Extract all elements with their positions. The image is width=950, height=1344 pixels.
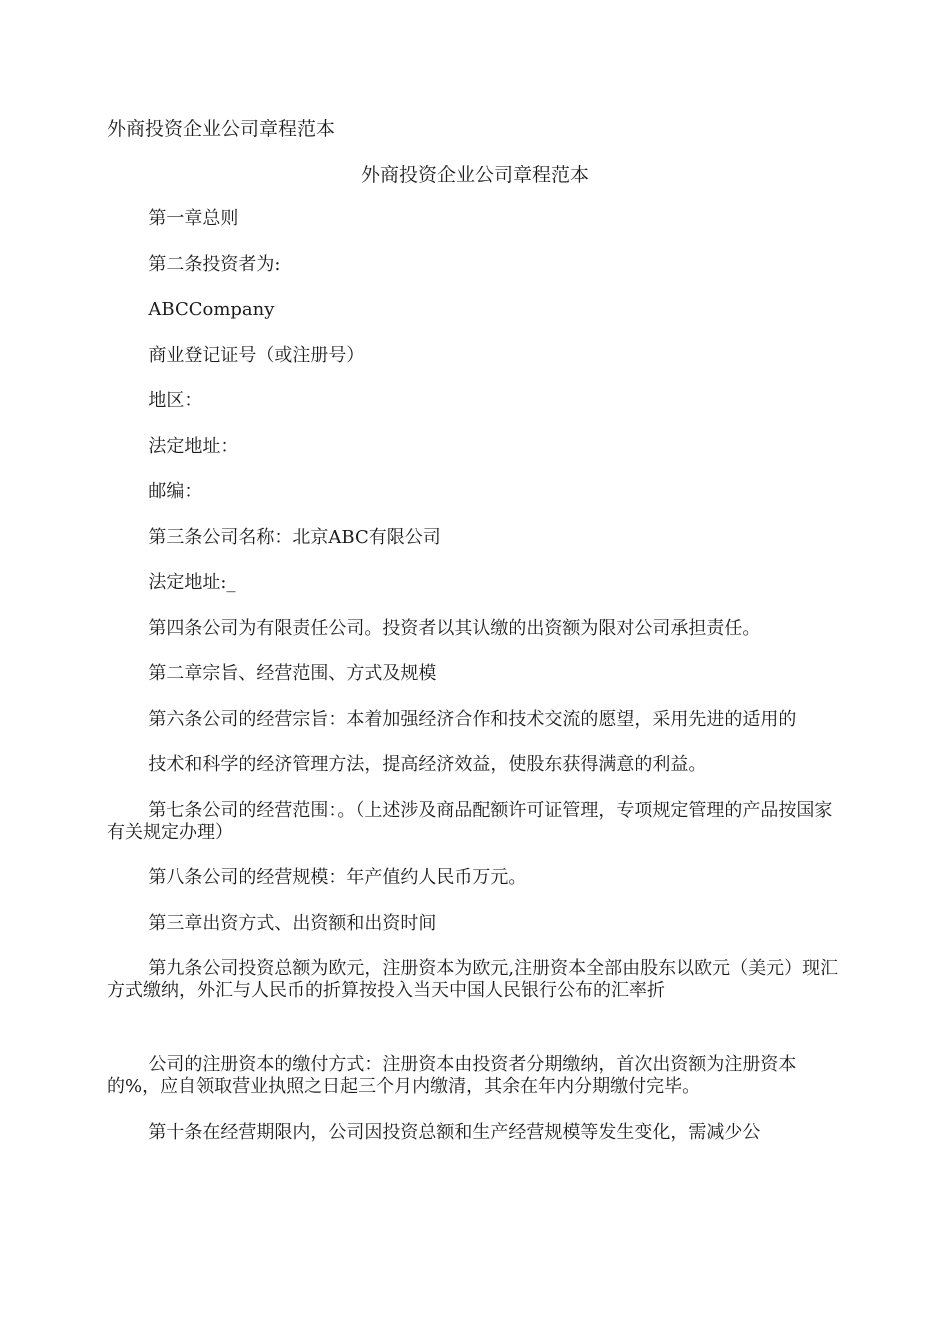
paragraph: 第八条公司的经营规模：年产值约人民币万元。 xyxy=(148,867,527,888)
chapter-heading: 第二章宗旨、经营范围、方式及规模 xyxy=(148,663,437,684)
paragraph: 地区： xyxy=(148,390,203,411)
paragraph: 商业登记证号（或注册号） xyxy=(148,344,365,366)
paragraph: 第六条公司的经营宗旨：本着加强经济合作和技术交流的愿望，采用先进的适用的 xyxy=(148,708,797,730)
document-centered-title: 外商投资企业公司章程范本 xyxy=(360,164,589,186)
paragraph: 第四条公司为有限责任公司。投资者以其认缴的出资额为限对公司承担责任。 xyxy=(148,617,761,639)
paragraph: 第七条公司的经营范围：。（上述涉及商品配额许可证管理，专项规定管理的产品按国家有关规定办理） xyxy=(107,799,833,843)
document-body xyxy=(107,208,841,1167)
paragraph: 技术和科学的经济管理方法，提高经济效益，使股东获得满意的利益。 xyxy=(148,754,707,775)
paragraph: 第九条公司投资总额为欧元，注册资本为欧元,注册资本全部由股东以欧元（美元）现汇方式缴纳，外汇与人民币的折算按投入当天中国人民银行公布的汇率折 xyxy=(107,958,839,1001)
paragraph: 第十条在经营期限内，公司因投资总额和生产经营规模等发生变化，需减少公 xyxy=(148,1121,761,1143)
paragraph: 第三条公司名称：北京ABC有限公司 xyxy=(148,526,441,548)
paragraph: 法定地址： xyxy=(148,435,239,457)
paragraph: 公司的注册资本的缴付方式：注册资本由投资者分期缴纳，首次出资额为注册资本的%，应自领取营业执照之日起三个月内缴清，其余在年内分期缴付完毕。 xyxy=(107,1054,797,1097)
document-header-title: 外商投资企业公司章程范本 xyxy=(107,118,336,140)
chapter-heading: 第一章总则 xyxy=(148,208,239,229)
paragraph: 邮编： xyxy=(148,481,203,502)
paragraph: 法定地址:_ xyxy=(148,572,236,593)
paragraph: ABCCompany xyxy=(148,299,275,320)
paragraph: 第二条投资者为: xyxy=(148,253,281,275)
chapter-heading: 第三章出资方式、出资额和出资时间 xyxy=(148,912,437,934)
